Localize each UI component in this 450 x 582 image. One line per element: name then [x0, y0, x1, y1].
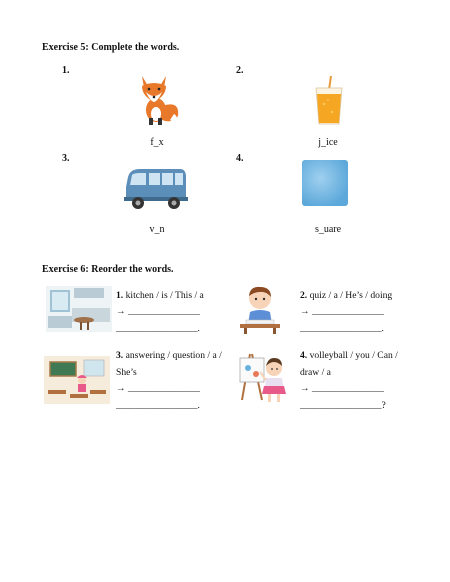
ex6-item3-words [116, 347, 226, 381]
ex6-item3-line2: She’s [116, 367, 137, 378]
fox-icon [132, 70, 184, 126]
ex6-item2-number: 2. [300, 290, 308, 301]
girl-painting-icon [232, 350, 290, 406]
exercise6-title: Exercise 6: Reorder the words. [42, 264, 174, 275]
ex5-item3-number: 3. [62, 153, 70, 164]
ex6-item4-line2: draw / a [300, 367, 331, 378]
ex6-item3-blank-line[interactable]: _________________. [116, 400, 200, 411]
exercise5-title: Exercise 5: Complete the words. [42, 42, 180, 53]
ex6-item2-line1: quiz / a / He’s / doing [309, 290, 393, 301]
ex6-item1-words [116, 287, 204, 304]
ex5-item1-number: 1. [62, 65, 70, 76]
ex6-item3-arrow-line[interactable]: → _______________ [116, 383, 200, 394]
ex6-item1-number: 1. [116, 290, 124, 301]
ex6-item4-arrow-line[interactable]: → _______________ [300, 383, 384, 394]
ex6-item1-line1: kitchen / is / This / a [125, 290, 204, 301]
kitchen-icon [46, 286, 112, 332]
ex6-item2-words [300, 287, 392, 304]
juice-icon [312, 74, 346, 126]
ex5-item2-word: j_ice [318, 137, 338, 148]
boy-reading-icon [236, 284, 284, 334]
classroom-icon [44, 356, 110, 404]
ex6-item1-arrow-line[interactable]: → _______________ [116, 306, 200, 317]
ex6-item4-blank-line[interactable]: _________________? [300, 400, 386, 411]
ex5-item4-word: s_uare [314, 224, 342, 235]
ex6-item4-number: 4. [300, 350, 308, 361]
ex5-item3-word: v_n [149, 224, 165, 235]
ex6-item3-line1: answering / question / a / [125, 350, 222, 361]
ex6-item4-line1: volleyball / you / Can / [309, 350, 398, 361]
ex6-item1-blank-line[interactable]: _________________. [116, 323, 200, 334]
square-icon [302, 160, 348, 206]
ex6-item2-arrow-line[interactable]: → _______________ [300, 306, 384, 317]
ex5-item2-number: 2. [236, 65, 244, 76]
ex6-item4-words [300, 347, 410, 381]
ex6-item2-blank-line[interactable]: _________________. [300, 323, 384, 334]
ex5-item1-word: f_x [150, 137, 164, 148]
van-icon [122, 165, 190, 211]
ex6-item3-number: 3. [116, 350, 124, 361]
ex5-item4-number: 4. [236, 153, 244, 164]
